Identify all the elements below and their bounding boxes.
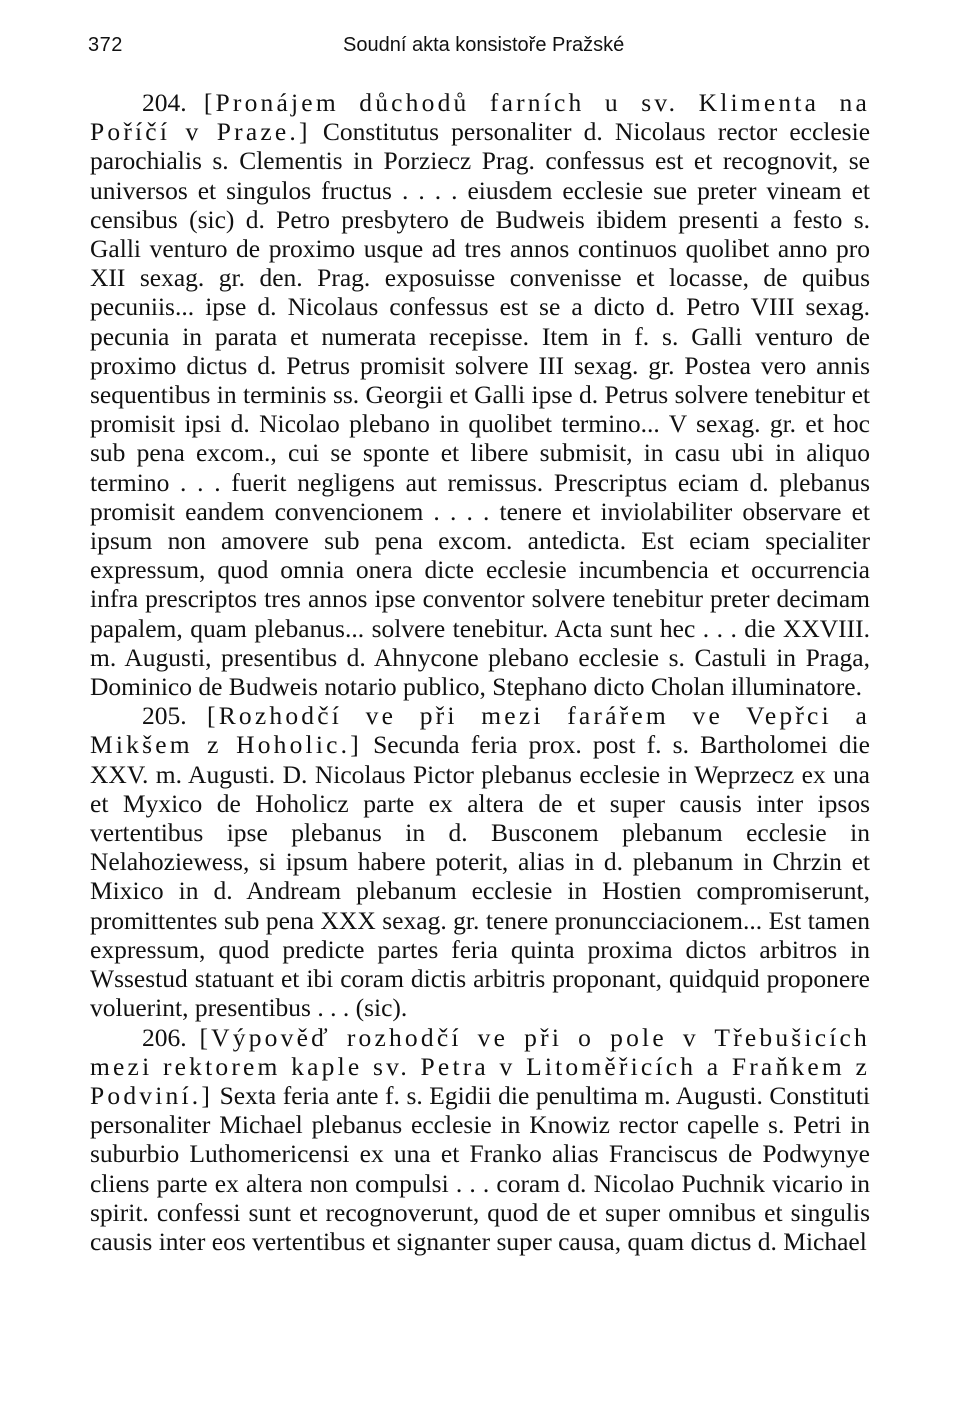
entry-205 (90, 701, 870, 1022)
entry-number: 204. (142, 88, 187, 117)
entry-206 (90, 1023, 870, 1257)
entry-text: Sexta feria ante f. s. Egidii die penultima m. Augusti. Constituti personaliter Michael plebanus ecclesie in Knowiz rector capelle s. Petri in suburbio Luthomericensi ex una et Franko alias Franciscus de Podwynye cliens parte ex altera non compulsi . . . coram d. Nicolao Puchnik vicario in spirit. confessi sunt et recognoverunt, quod de et super omnibus et singulis causis inter eos vertentibus et signanter super causa, quam dictus d. Michael (90, 1080, 870, 1256)
body-text (90, 88, 870, 1256)
entry-number: 205. (142, 701, 187, 731)
entry-204 (90, 88, 870, 701)
entry-title: [Výpověď rozhodčí ve při o pole v Třebušicích mezi rektorem kaple sv. Petra v Litoměřicích a Fraňkem z Podviní.] (90, 1022, 870, 1110)
entry-title: [Pronájem důchodů farních u sv. Klimenta na Poříčí v Praze.] (90, 88, 870, 147)
entry-text: Constitutus personaliter d. Nicolaus rector ecclesie parochialis s. Clementis in Porziecz Prag. confessus est et recognovit, se universos et singulos fructus . . . . eiusdem ecclesie sue preter vineam et censibus (sic) d. Petro presbytero de Budweis ibidem presenti a festo s. Galli venturo de proximo usque ad tres annos continuos quolibet anno pro XII sexag. gr. den. Prag. exposuisse convenisse et locasse, de quibus pecuniis... ipse d. Nicolaus confessus est se a dicto d. Petro VIII sexag. pecunia in parata et numerata recepisse. Item in f. s. Galli venturo de proximo dictus d. Petrus promisit solvere III sexag. gr. Postea vero annis sequentibus in terminis ss. Georgii et Galli ipse d. Petrus solvere tenebitur et promisit ipsi d. Nicolao plebano in quolibet termino... V sexag. gr. et hoc sub pena excom., cui se sponte et libere submisit, in casu ubi in aliquo termino . . . fuerit negligens aut remissus. Prescriptus eciam d. plebanus promisit eandem convencionem . . . . tenere et inviolabiliter observare et ipsum non amovere sub pena excom. antedicta. Est eciam specialiter expressum, quod omnia onera dicte ecclesie incumbencia et occurrencia infra prescriptos tres annos ipse conventor solvere tenebitur preter decimam papalem, quam plebanus... solvere tenebitur. Acta sunt hec . . . die XXVIII. m. Augusti, presentibus d. Ahnycone plebano ecclesie s. Castuli in Praga, Dominico de Budweis notario publico, Stephano dicto Cholan illuminatore. (90, 117, 871, 702)
page-number: 372 (88, 34, 123, 56)
entry-number: 206. (142, 1022, 187, 1052)
entry-text: Secunda feria prox. post f. s. Bartholomei die XXV. m. Augusti. D. Nicolaus Pictor plebanus ecclesie in Weprzecz ex una et Myxico de Hoholicz parte ex altera de et super causis inter ipsos vertentibus ipse plebanus in d. Busconem plebanum ecclesie in Nelahoziewess, si ipsum habere poterit, alias in d. plebanum in Chrzin et Mixico in d. Andream plebanum ecclesie in Hostien compromiserunt, promittentes sub pena XXX sexag. gr. tenere pronuncciacionem... Est tamen expressum, quod predicte partes feria quinta proxima dictos arbitros in Wssestud statuant et ibi coram dictis arbitris proponant, quidquid proponere voluerint, presentibus . . . (sic). (90, 730, 871, 1023)
entry-title: [Rozhodčí ve při mezi farářem ve Vepřci a Mikšem z Hoholic.] (90, 701, 870, 760)
running-title: Soudní akta konsistoře Pražské (343, 34, 625, 56)
